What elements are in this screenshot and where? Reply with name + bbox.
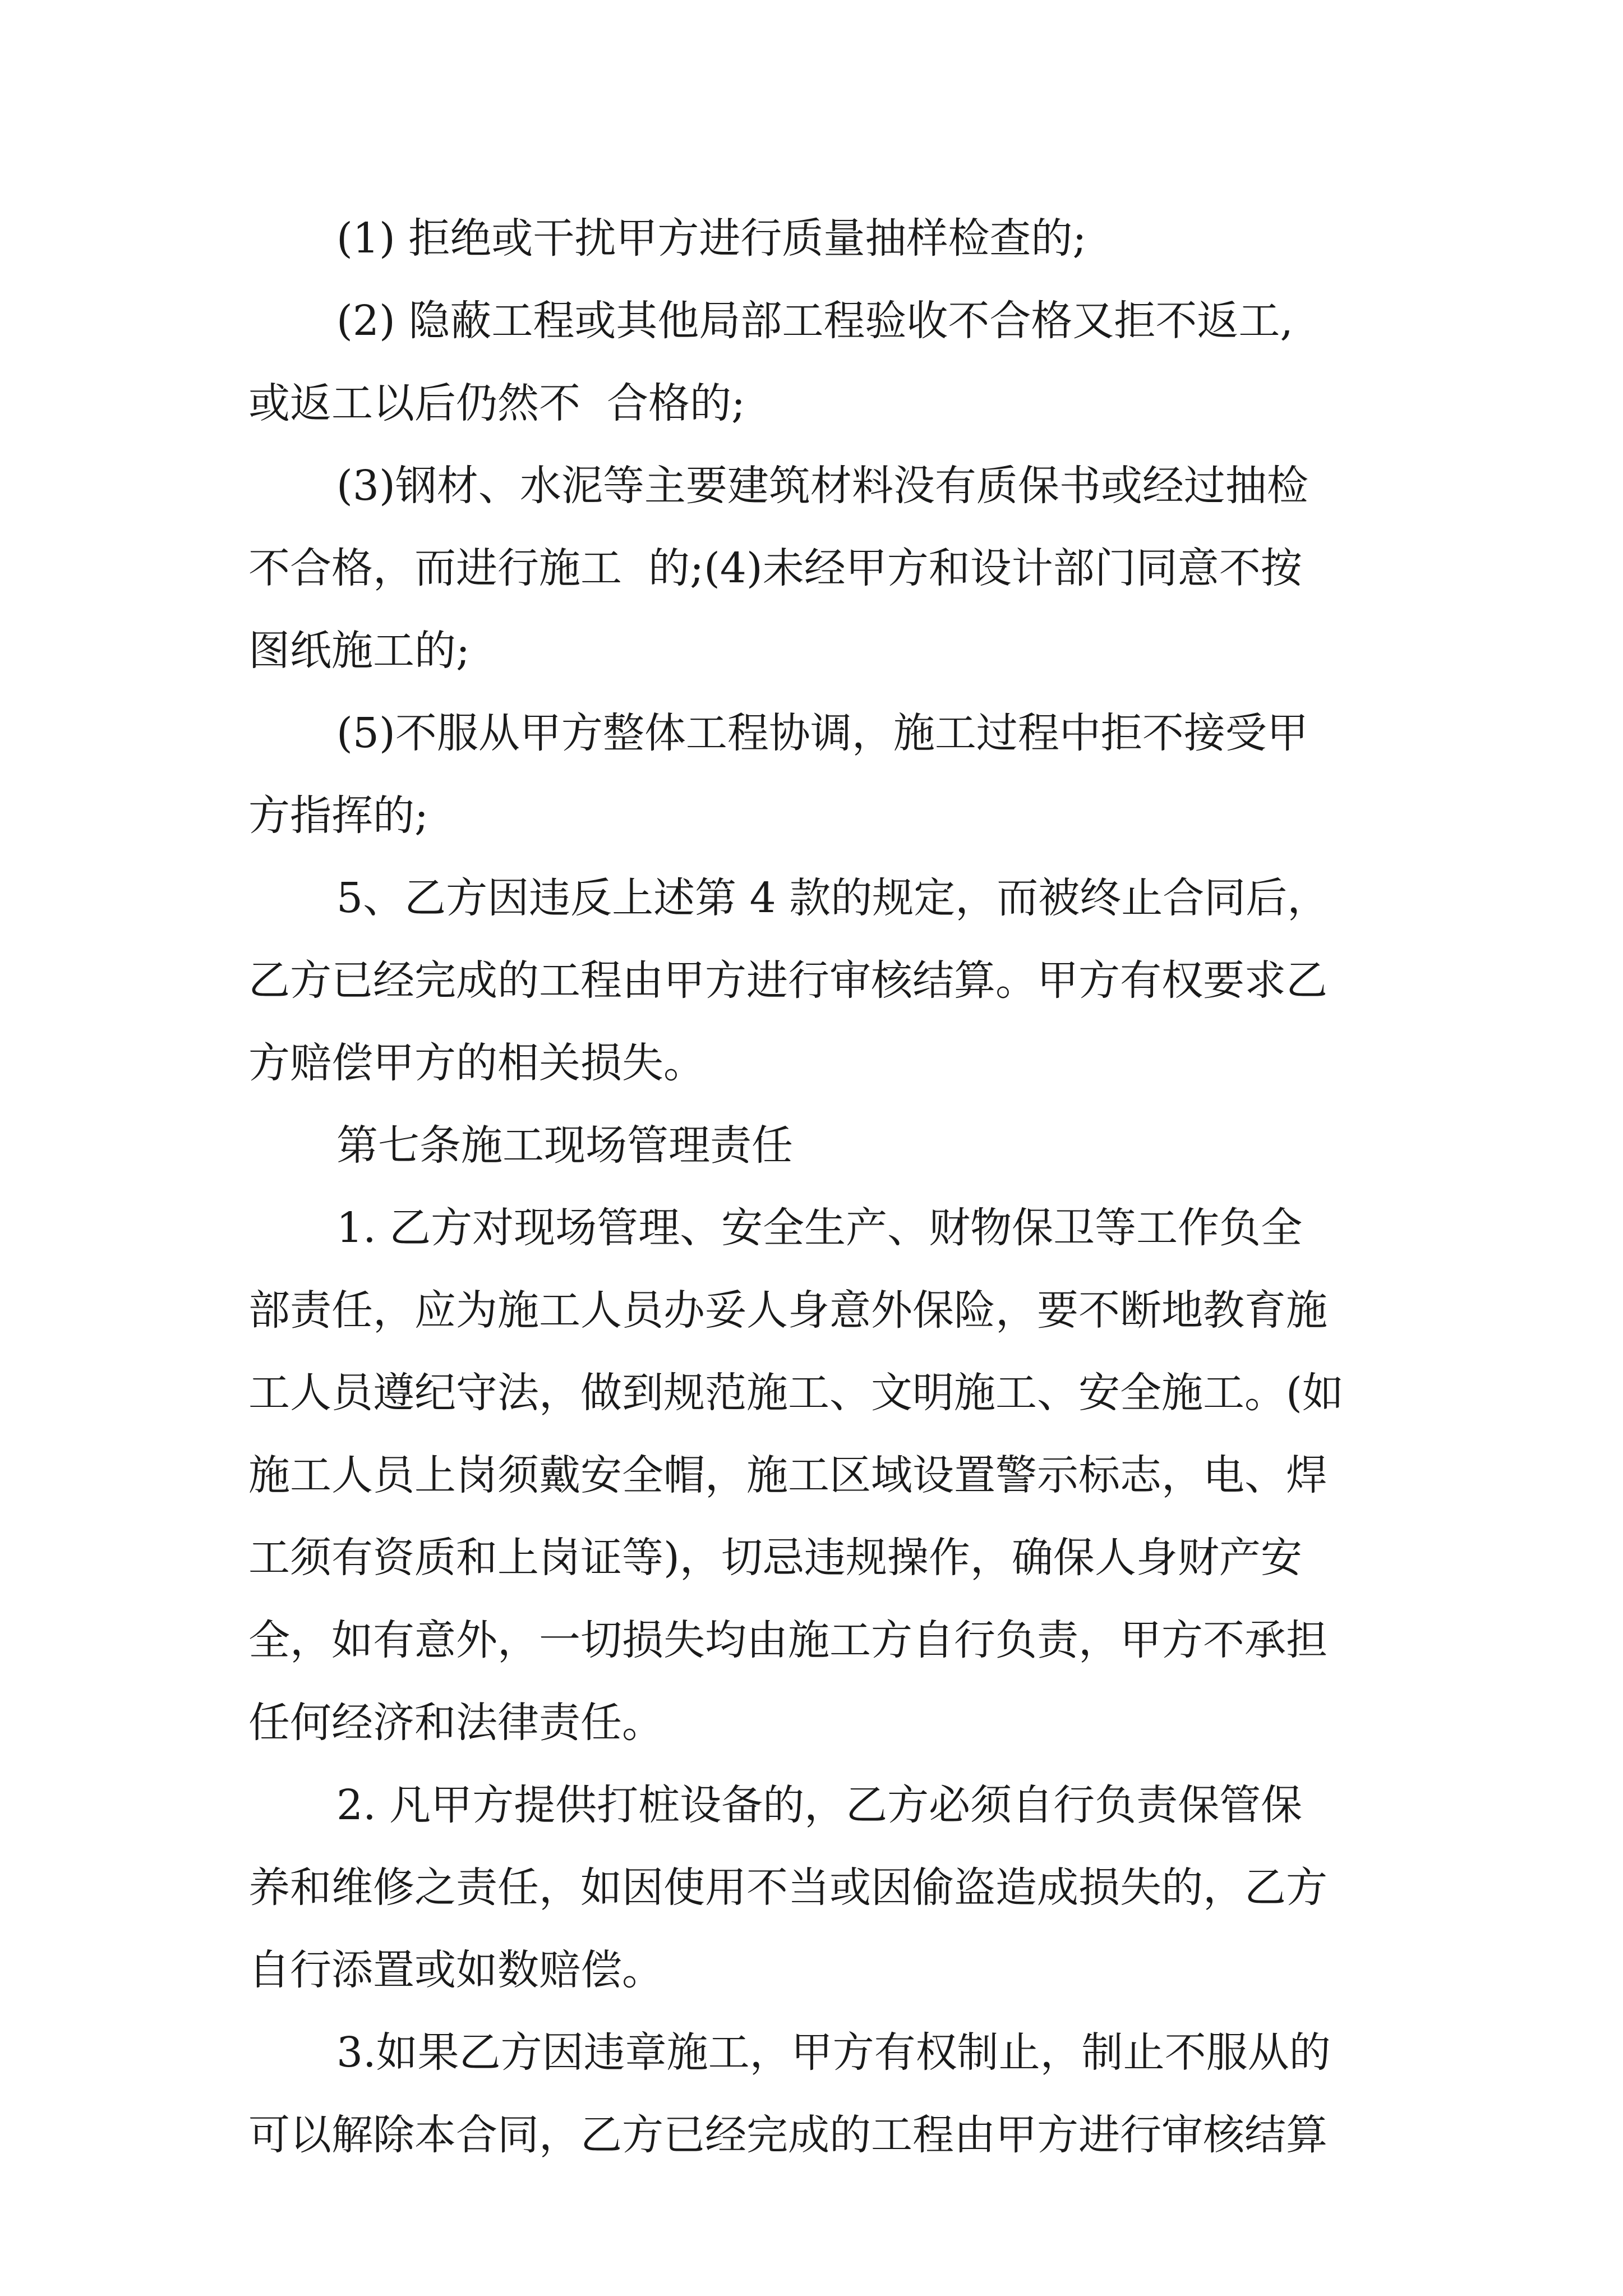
text-line: 3.如果乙方因违章施工，甲方有权制止，制止不服从的 — [336, 2028, 1331, 2077]
text-line: 2. 凡甲方提供打桩设备的，乙方必须自行负责保管保 — [336, 1781, 1303, 1829]
text-line: 图纸施工的; — [248, 627, 470, 675]
text-line: 方赔偿甲方的相关损失。 — [248, 1039, 705, 1087]
section-heading: 第七条施工现场管理责任 — [336, 1121, 793, 1170]
text-line: 不合格，而进行施工 的;(4)未经甲方和设计部门同意不按 — [248, 544, 1302, 592]
text-line: 自行添置或如数赔偿。 — [248, 1946, 663, 1994]
text-line: 工人员遵纪守法，做到规范施工、文明施工、安全施工。(如 — [248, 1369, 1344, 1417]
text-line: (2) 隐蔽工程或其他局部工程验收不合格又拒不返工, — [336, 297, 1293, 345]
text-line: (5)不服从甲方整体工程协调，施工过程中拒不接受甲 — [336, 709, 1308, 757]
text-line: (1) 拒绝或干扰甲方进行质量抽样检查的; — [336, 214, 1087, 263]
text-line: 部责任，应为施工人员办妥人身意外保险，要不断地教育施 — [248, 1286, 1327, 1335]
text-line: (3)钢材、水泥等主要建筑材料没有质保书或经过抽检 — [336, 462, 1308, 510]
text-line: 乙方已经完成的工程由甲方进行审核结算。甲方有权要求乙 — [248, 956, 1327, 1005]
text-line: 1. 乙方对现场管理、安全生产、财物保卫等工作负全 — [336, 1204, 1303, 1252]
text-line: 可以解除本合同，乙方已经完成的工程由甲方进行审核结算 — [248, 2111, 1327, 2159]
text-line: 任何经济和法律责任。 — [248, 1699, 663, 1747]
text-line: 全，如有意外，一切损失均由施工方自行负责，甲方不承担 — [248, 1616, 1327, 1664]
text-line: 方指挥的; — [248, 792, 428, 840]
text-line: 5、乙方因违反上述第 4 款的规定，而被终止合同后， — [336, 874, 1329, 922]
text-line: 工须有资质和上岗证等)，切忌违规操作，确保人身财产安 — [248, 1534, 1302, 1582]
text-line: 养和维修之责任，如因使用不当或因偷盗造成损失的，乙方 — [248, 1864, 1327, 1912]
text-line: 施工人员上岗须戴安全帽，施工区域设置警示标志，电、焊 — [248, 1451, 1327, 1499]
text-line: 或返工以后仍然不 合格的; — [248, 379, 745, 427]
